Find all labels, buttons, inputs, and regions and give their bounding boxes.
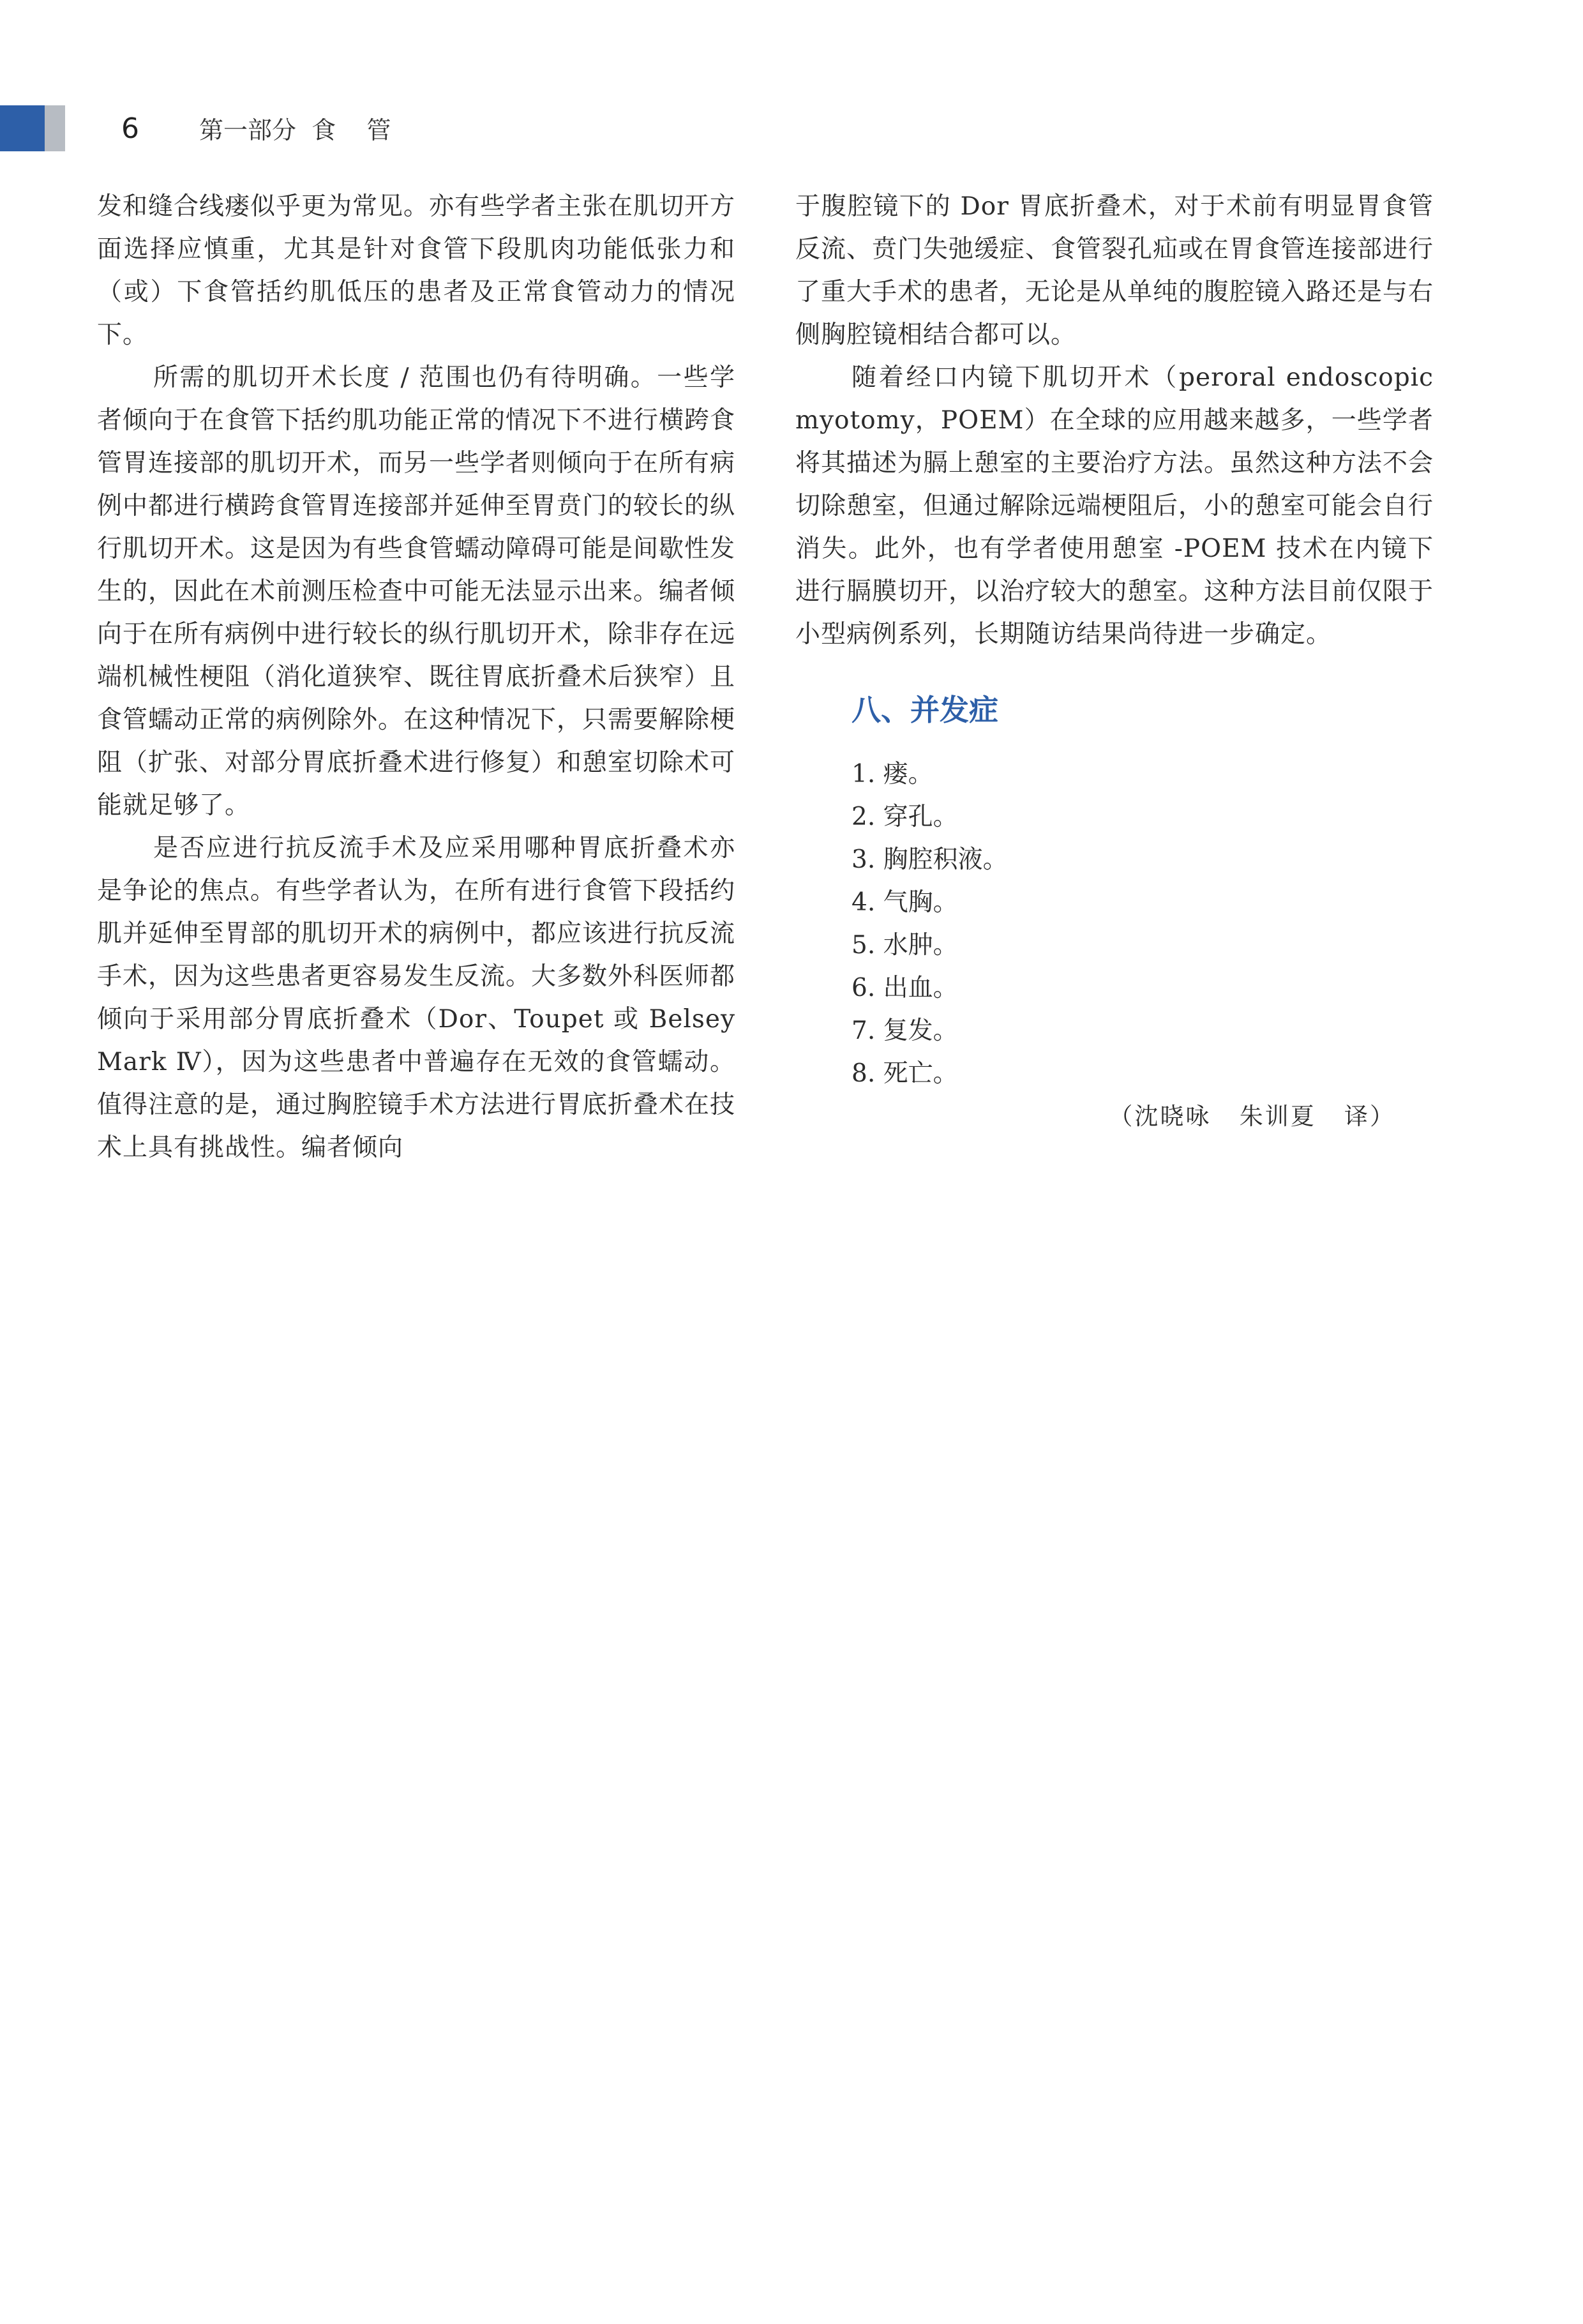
- list-item: 2. 穿孔。: [852, 803, 958, 831]
- translator-credit: （沈晓咏 朱训夏 译）: [1109, 1103, 1395, 1130]
- body-paragraph: 于腹腔镜下的 Dor 胃底折叠术，对于术前有明显胃食管反流、贲门失弛缓症、食管裂孔疝或在胃食管连接部进行了重大手术的患者，无论是从单纯的腹腔镜入路还是与右侧胸腔镜相结合都可以。: [795, 192, 1434, 349]
- list-item: 1. 瘘。: [852, 760, 933, 788]
- body-paragraph: 所需的肌切开术长度 / 范围也仍有待明确。一些学者倾向于在食管下括约肌功能正常的情况下不进行横跨食管胃连接部的肌切开术，而另一些学者则倾向于在所有病例中都进行横跨食管胃连接部并延伸至胃贲门的较长的纵行肌切开术。这是因为有些食管蠕动障碍可能是间歇性发生的，因此在术前测压检查中可能无法显示出来。编者倾向于在所有病例中进行较长的纵行肌切开术，除非存在远端机械性梗阻（消化道狭窄、既往胃底折叠术后狭窄）且食管蠕动正常的病例除外。在这种情况下，只需要解除梗阻（扩张、对部分胃底折叠术进行修复）和憩室切除术可能就足够了。: [97, 363, 736, 820]
- left-column: [97, 185, 735, 1169]
- running-head: 第一部分 食 管: [199, 116, 391, 144]
- list-item: 5. 水肿。: [852, 931, 958, 960]
- body-paragraph: 随着经口内镜下肌切开术（peroral endoscopic myotomy，POEM）在全球的应用越来越多，一些学者将其描述为膈上憩室的主要治疗方法。虽然这种方法不会切除憩室，但通过解除远端梗阻后，小的憩室可能会自行消失。此外，也有学者使用憩室 -POEM 技术在内镜下进行膈膜切开，以治疗较大的憩室。这种方法目前仅限于小型病例系列，长期随访结果尚待进一步确定。: [795, 363, 1434, 649]
- list-item: 4. 气胸。: [852, 888, 958, 917]
- list-item: 7. 复发。: [852, 1016, 958, 1045]
- list-item: 6. 出血。: [852, 974, 958, 1002]
- page-number: 6: [121, 112, 139, 145]
- header-accent-bar: [0, 105, 45, 151]
- right-column: [795, 185, 1434, 1138]
- list-item: 8. 死亡。: [852, 1059, 958, 1088]
- body-paragraph: 是否应进行抗反流手术及应采用哪种胃底折叠术亦是争论的焦点。有些学者认为，在所有进行食管下段括约肌并延伸至胃部的肌切开术的病例中，都应该进行抗反流手术，因为这些患者更容易发生反流。大多数外科医师都倾向于采用部分胃底折叠术（Dor、Toupet 或 Belsey Mark Ⅳ），因为这些患者中普遍存在无效的食管蠕动。值得注意的是，通过胸腔镜手术方法进行胃底折叠术在技术上具有挑战性。编者倾向: [97, 834, 736, 1162]
- complications-list: [795, 753, 1434, 1095]
- section-heading-complications: 八、并发症: [852, 693, 998, 727]
- list-item: 3. 胸腔积液。: [852, 845, 1008, 874]
- header-accent-bar-grey: [45, 105, 65, 151]
- body-paragraph: 发和缝合线瘘似乎更为常见。亦有些学者主张在肌切开方面选择应慎重，尤其是针对食管下段肌肉功能低张力和（或）下食管括约肌低压的患者及正常食管动力的情况下。: [97, 192, 736, 349]
